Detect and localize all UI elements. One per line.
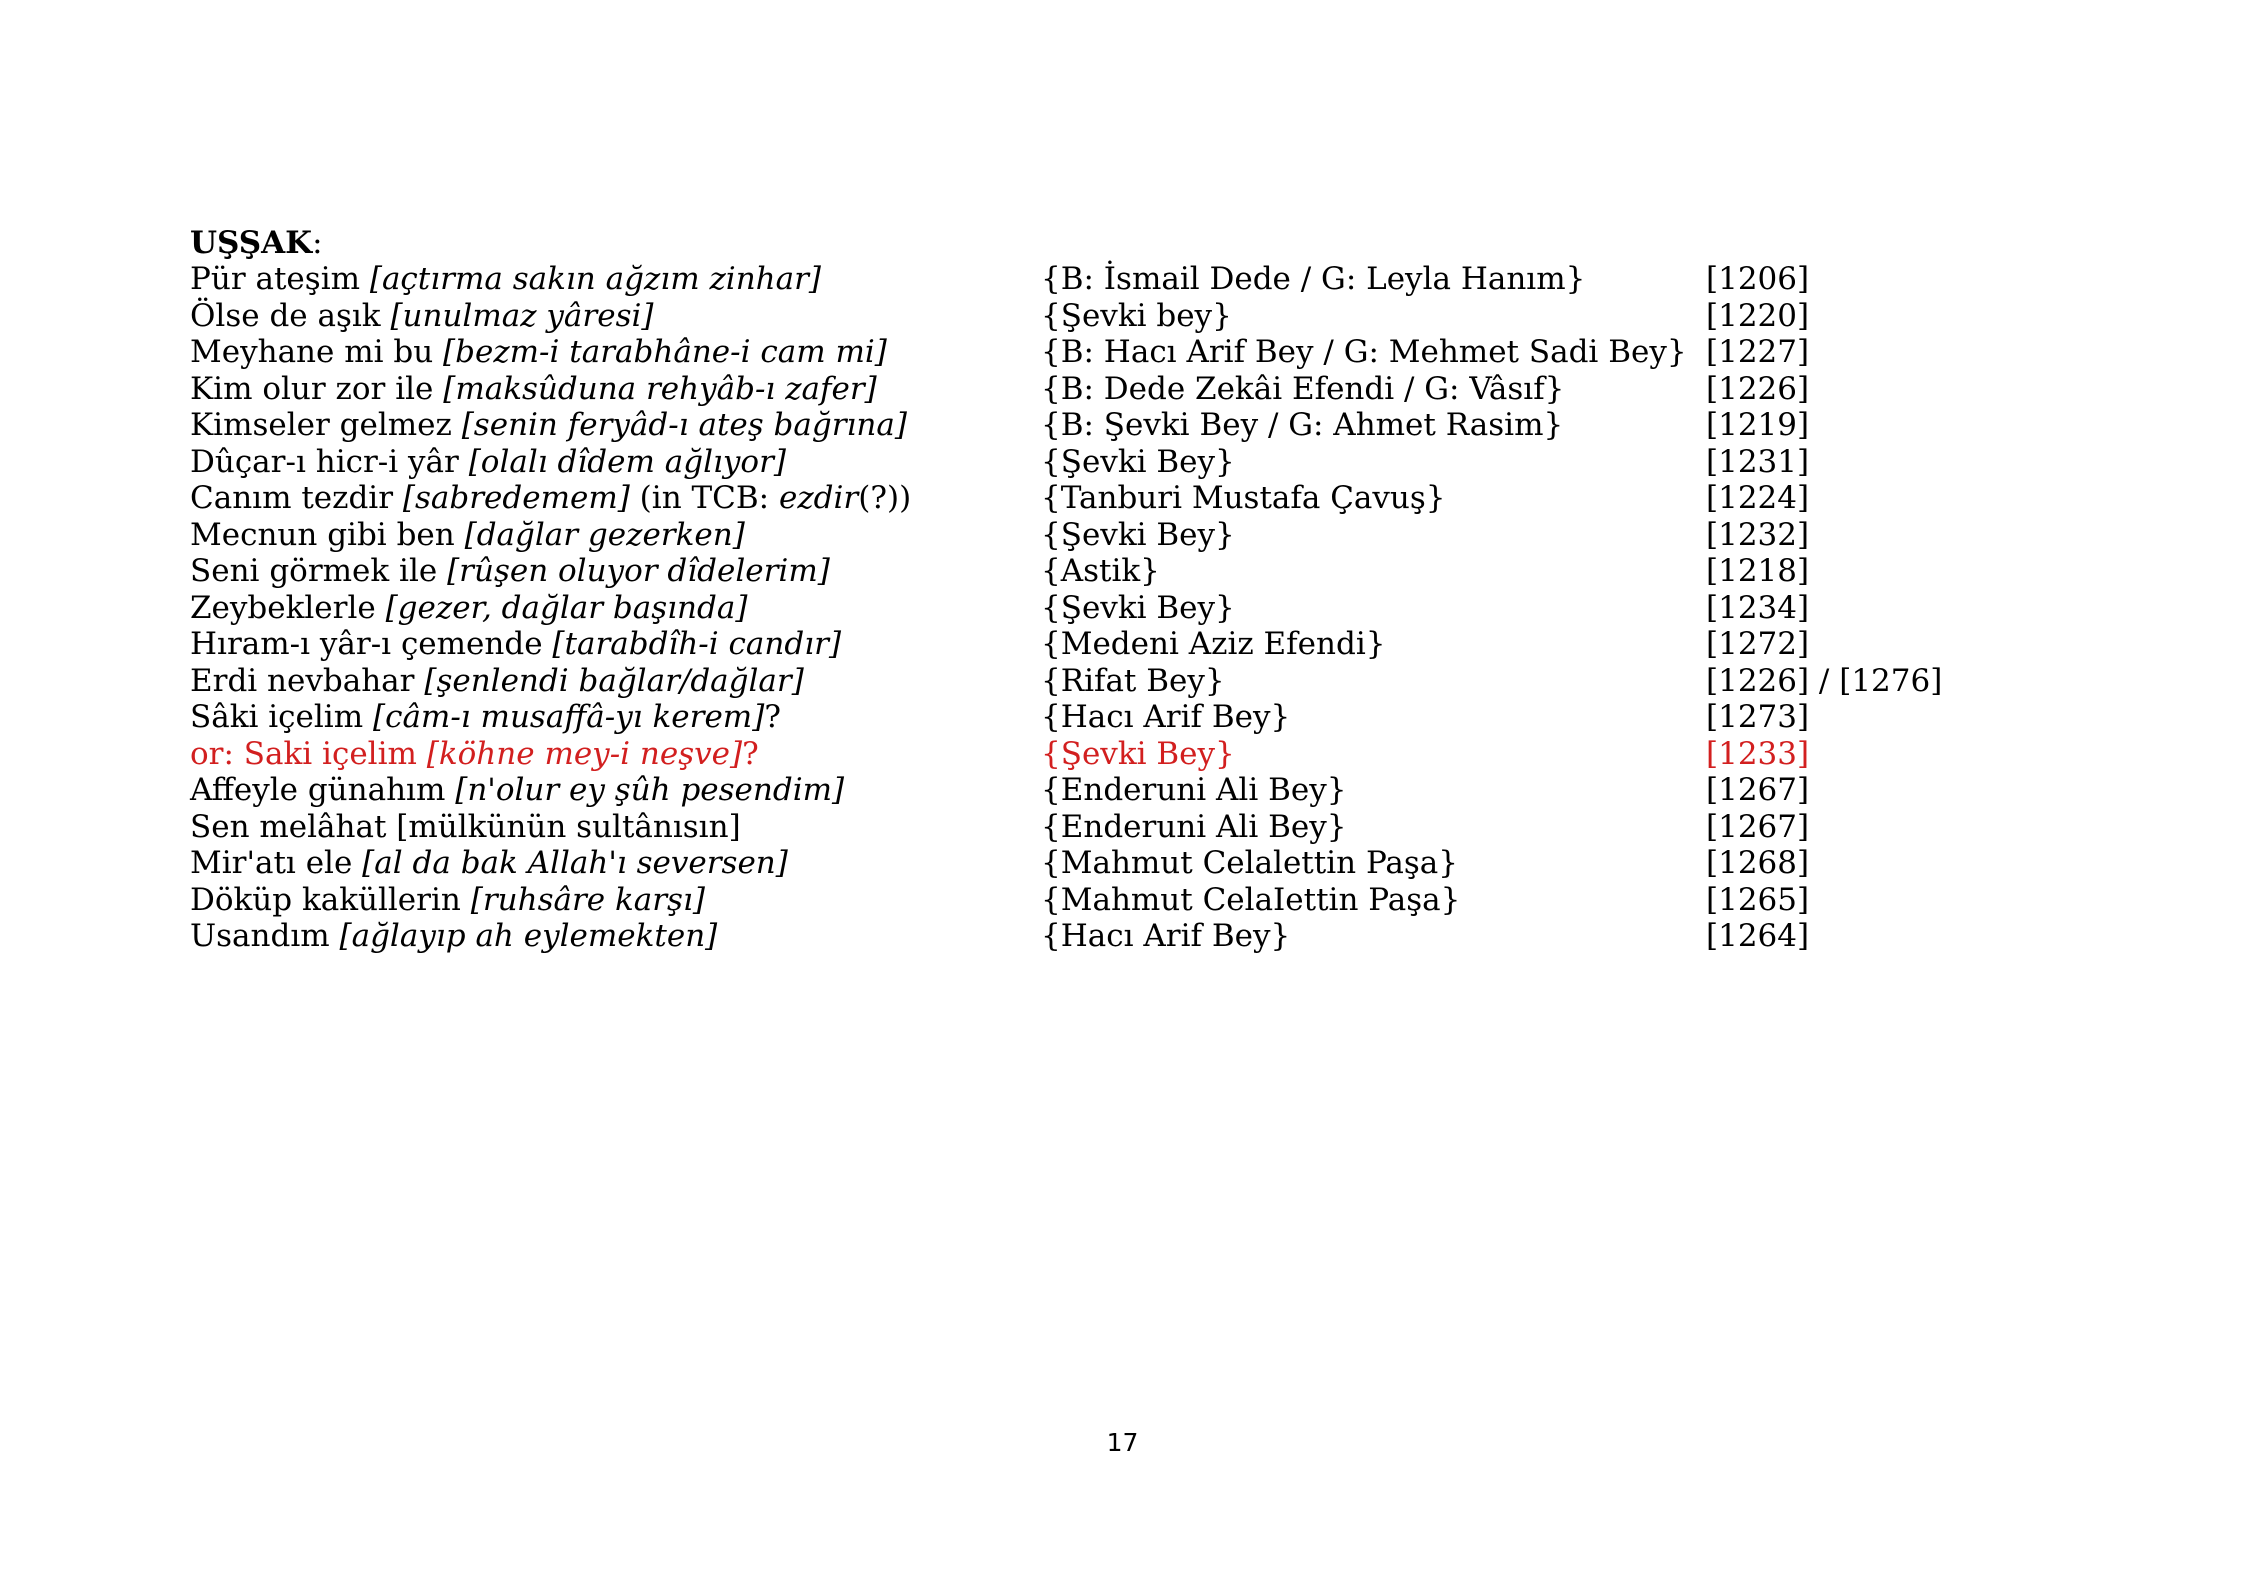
song-title-italic: [gezer, dağlar başında] bbox=[385, 589, 748, 626]
composer: {Astik} bbox=[1041, 553, 1160, 589]
song-title-italic: [n'olur ey şûh pesendim] bbox=[455, 772, 845, 808]
list-item bbox=[190, 444, 2090, 481]
song-title-text: or: Saki içelim bbox=[190, 735, 427, 772]
composer: {Şevki Bey} bbox=[1041, 516, 1235, 553]
reference-number: [1220] bbox=[1706, 297, 1810, 334]
song-title-italic: [maksûduna rehyâb-ı zafer] bbox=[443, 370, 877, 407]
song-title-italic: [açtırma sakın ağzım zinhar] bbox=[369, 261, 822, 297]
reference-number: [1226] bbox=[1706, 370, 1810, 407]
list-item bbox=[190, 663, 2090, 700]
composer: {B: Şevki Bey / G: Ahmet Rasim} bbox=[1041, 407, 1564, 443]
song-title bbox=[190, 736, 759, 773]
reference-number: [1272] bbox=[1706, 626, 1810, 662]
reference-number: [1231] bbox=[1706, 443, 1810, 480]
song-title bbox=[190, 918, 717, 955]
list-item bbox=[190, 590, 2090, 627]
song-title bbox=[190, 809, 741, 846]
song-title-text: Dûçar-ı hicr-i yâr bbox=[190, 443, 469, 480]
song-title bbox=[190, 699, 781, 736]
song-title bbox=[190, 444, 786, 481]
song-title-tail-italic: ezdir bbox=[779, 480, 859, 516]
song-title-text: Pür ateşim bbox=[190, 261, 370, 297]
song-title-text: Canım tezdir bbox=[190, 480, 403, 516]
song-title-text: Affeyle günahım bbox=[190, 772, 456, 808]
list-item-variant bbox=[190, 736, 2090, 773]
song-title bbox=[190, 772, 844, 809]
reference-number: [1264] bbox=[1706, 918, 1810, 954]
song-title-text: Hıram-ı yâr-ı çemende bbox=[190, 626, 553, 662]
reference-number: [1219] bbox=[1706, 407, 1810, 443]
list-item bbox=[190, 626, 2090, 663]
reference-number: [1218] bbox=[1706, 553, 1810, 589]
composer: {Tanburi Mustafa Çavuş} bbox=[1041, 480, 1446, 516]
composer: {Enderuni Ali Bey} bbox=[1041, 808, 1347, 845]
reference-number: [1267] bbox=[1706, 808, 1810, 845]
song-title-italic: [köhne mey-i neşve] bbox=[426, 735, 743, 772]
song-title bbox=[190, 407, 907, 444]
song-title-italic: [al da bak Allah'ı seversen] bbox=[362, 845, 788, 881]
reference-number: [1226] / [1276] bbox=[1706, 662, 1943, 699]
composer: {Mahmut CelaIettin Paşa} bbox=[1041, 881, 1461, 918]
reference-number: [1233] bbox=[1706, 735, 1810, 772]
reference-number: [1227] bbox=[1706, 334, 1810, 370]
song-title bbox=[190, 882, 705, 919]
list-item bbox=[190, 772, 2090, 809]
song-title-text: Mir'atı ele bbox=[190, 845, 363, 881]
list-item bbox=[190, 480, 2090, 517]
composer: {Şevki Bey} bbox=[1041, 443, 1235, 480]
song-title-text: Ölse de aşık bbox=[190, 297, 391, 334]
song-title-text: Meyhane mi bu bbox=[190, 334, 444, 370]
list-item bbox=[190, 298, 2090, 335]
section-title-colon: : bbox=[312, 225, 323, 261]
song-title-text: Usandım bbox=[190, 918, 340, 954]
song-title bbox=[190, 553, 830, 590]
section-title: UŞŞAK bbox=[190, 225, 313, 261]
composer: {B: Hacı Arif Bey / G: Mehmet Sadi Bey} bbox=[1041, 334, 1687, 370]
song-title-text: Seni görmek ile bbox=[190, 553, 448, 589]
song-title-text: Kimseler gelmez bbox=[190, 407, 462, 443]
reference-number: [1265] bbox=[1706, 881, 1810, 918]
section-heading bbox=[190, 225, 323, 262]
song-title-italic: [dağlar gezerken] bbox=[464, 516, 745, 553]
song-title bbox=[190, 371, 877, 408]
composer: {B: Dede Zekâi Efendi / G: Vâsıf} bbox=[1041, 370, 1565, 407]
list-item bbox=[190, 517, 2090, 554]
song-title-tail: (in TCB: bbox=[629, 480, 779, 516]
song-title-tail-end: (?)) bbox=[858, 480, 912, 516]
song-title bbox=[190, 517, 745, 554]
song-title bbox=[190, 626, 841, 663]
song-title bbox=[190, 590, 747, 627]
song-title-italic: [ağlayıp ah eylemekten] bbox=[339, 918, 718, 954]
reference-number: [1267] bbox=[1706, 772, 1810, 808]
song-title-text: Kim olur zor ile bbox=[190, 370, 444, 407]
song-title-tail: ? bbox=[742, 735, 759, 772]
song-title-italic: [bezm-i tarabhâne-i cam mi] bbox=[443, 334, 887, 370]
song-title-text: Sen melâhat [mülkünün sultânısın] bbox=[190, 808, 741, 845]
reference-number: [1234] bbox=[1706, 589, 1810, 626]
reference-number: [1232] bbox=[1706, 516, 1810, 553]
composer: {Şevki bey} bbox=[1041, 297, 1232, 334]
song-title-tail: ? bbox=[764, 699, 781, 735]
song-title bbox=[190, 845, 788, 882]
list-item bbox=[190, 809, 2090, 846]
song-title bbox=[190, 334, 887, 371]
song-title bbox=[190, 261, 821, 298]
list-item bbox=[190, 261, 2090, 298]
composer: {Enderuni Ali Bey} bbox=[1041, 772, 1347, 808]
composer: {Medeni Aziz Efendi} bbox=[1041, 626, 1386, 662]
song-title-italic: [rûşen oluyor dîdelerim] bbox=[447, 553, 830, 589]
song-title bbox=[190, 298, 653, 335]
song-list bbox=[190, 261, 2090, 955]
song-title bbox=[190, 663, 804, 700]
list-item bbox=[190, 845, 2090, 882]
reference-number: [1273] bbox=[1706, 699, 1810, 735]
composer: {Şevki Bey} bbox=[1041, 735, 1235, 772]
song-title-text: Zeybeklerle bbox=[190, 589, 386, 626]
reference-number: [1224] bbox=[1706, 480, 1810, 516]
composer: {Hacı Arif Bey} bbox=[1041, 918, 1291, 954]
list-item bbox=[190, 882, 2090, 919]
song-title-italic: [sabredemem] bbox=[402, 480, 630, 516]
list-item bbox=[190, 553, 2090, 590]
song-title-text: Erdi nevbahar bbox=[190, 662, 425, 699]
list-item bbox=[190, 407, 2090, 444]
song-title-text: Sâki içelim bbox=[190, 699, 373, 735]
song-title-italic: [tarabdîh-i candır] bbox=[552, 626, 842, 662]
song-title bbox=[190, 480, 911, 517]
composer: {B: İsmail Dede / G: Leyla Hanım} bbox=[1041, 261, 1586, 297]
song-title-italic: [ruhsâre karşı] bbox=[470, 881, 705, 918]
reference-number: [1268] bbox=[1706, 845, 1810, 881]
list-item bbox=[190, 371, 2090, 408]
song-title-text: Döküp kaküllerin bbox=[190, 881, 471, 918]
reference-number: [1206] bbox=[1706, 261, 1810, 297]
song-title-italic: [câm-ı musaffâ-yı kerem] bbox=[372, 699, 765, 735]
list-item bbox=[190, 334, 2090, 371]
song-title-italic: [unulmaz yâresi] bbox=[390, 297, 654, 334]
composer: {Mahmut Celalettin Paşa} bbox=[1041, 845, 1459, 881]
list-item bbox=[190, 699, 2090, 736]
composer: {Rifat Bey} bbox=[1041, 662, 1225, 699]
composer: {Şevki Bey} bbox=[1041, 589, 1235, 626]
song-title-italic: [olalı dîdem ağlıyor] bbox=[468, 443, 786, 480]
song-title-italic: [şenlendi bağlar/dağlar] bbox=[424, 662, 804, 699]
song-title-italic: [senin feryâd-ı ateş bağrına] bbox=[461, 407, 907, 443]
composer: {Hacı Arif Bey} bbox=[1041, 699, 1291, 735]
song-title-text: Mecnun gibi ben bbox=[190, 516, 465, 553]
list-item bbox=[190, 918, 2090, 955]
page-number: 17 bbox=[1106, 1428, 1139, 1457]
